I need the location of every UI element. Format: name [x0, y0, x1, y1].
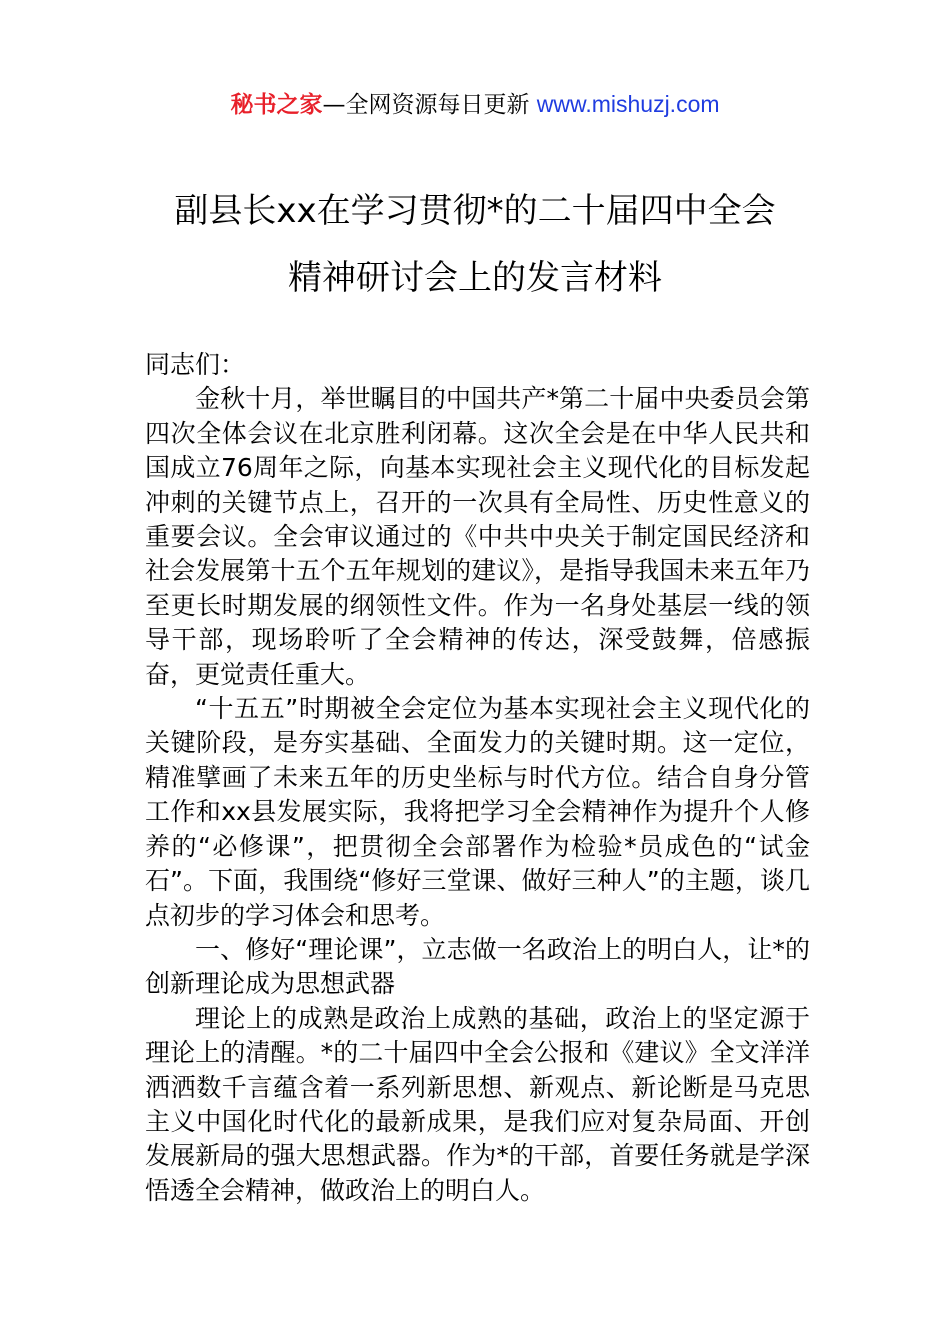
- section-heading: 一、修好“理论课”，立志做一名政治上的明白人，让*的创新理论成为思想武器: [145, 934, 810, 999]
- site-tagline: —全网资源每日更新: [322, 92, 537, 118]
- document-body: [145, 348, 810, 1208]
- document-title-line-2: 精神研讨会上的发言材料: [288, 258, 662, 298]
- salutation: 同志们：: [145, 350, 246, 379]
- site-brand: 秘书之家: [230, 92, 323, 118]
- body-paragraph: 金秋十月，举世瞩目的中国共产*第二十届中央委员会第四次全体会议在北京胜利闭幕。这次全会是在中华人民共和国成立76周年之际，向基本实现社会主义现代化的目标发起冲刺的关键节点上，召开的一次具有全局性、历史性意义的重要会议。全会审议通过的《中共中央关于制定国民经济和社会发展第十五个五年规划的建议》，是指导我国未来五年乃至更长时期发展的纲领性文件。作为一名身处基层一线的领导干部，现场聆听了全会精神的传达，深受鼓舞，倍感振奋，更觉责任重大。: [145, 384, 810, 689]
- body-paragraph: “十五五”时期被全会定位为基本实现社会主义现代化的关键阶段，是夯实基础、全面发力的关键时期。这一定位，精准擘画了未来五年的历史坐标与时代方位。结合自身分管工作和xx县发展实际，我将把学习全会精神作为提升个人修养的“必修课”，把贯彻全会部署作为检验*员成色的“试金石”。下面，我围绕“修好三堂课、做好三种人”的主题，谈几点初步的学习体会和思考。: [145, 694, 810, 930]
- document-title-line-1: 副县长xx在学习贯彻*的二十届四中全会: [174, 191, 776, 231]
- section-paragraph: 理论上的成熟是政治上成熟的基础，政治上的坚定源于理论上的清醒。*的二十届四中全会公报和《建议》全文洋洋洒洒数千言蕴含着一系列新思想、新观点、新论断是马克思主义中国化时代化的最新成果，是我们应对复杂局面、开创发展新局的强大思想武器。作为*的干部，首要任务就是学深悟透全会精神，做政治上的明白人。: [145, 1003, 810, 1205]
- site-header: [0, 86, 950, 123]
- site-url-link[interactable]: www.mishuzj.com: [536, 91, 720, 117]
